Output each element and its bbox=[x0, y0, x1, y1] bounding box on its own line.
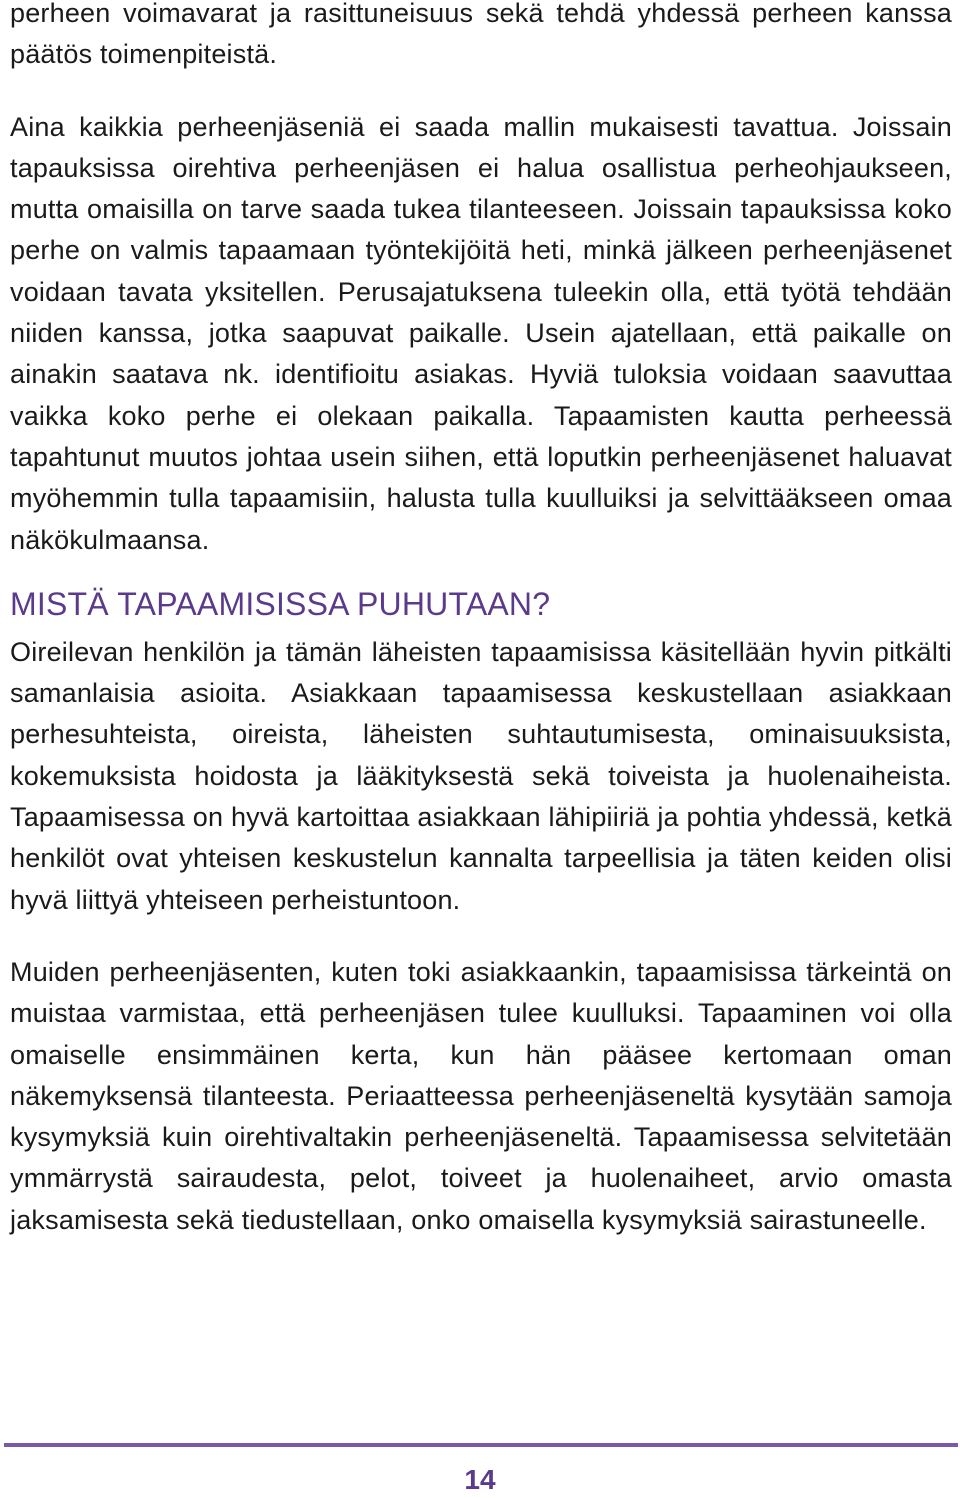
document-page bbox=[10, 0, 952, 1241]
page-number: 14 bbox=[464, 1464, 496, 1495]
section-heading: MISTÄ TAPAAMISISSA PUHUTAAN? bbox=[10, 585, 551, 622]
footer-divider bbox=[4, 1443, 958, 1447]
paragraph-family-members: Aina kaikkia perheenjäseniä ei saada mallin mukaisesti tavattua. Joissain tapauksissa oirehtiva perheenjäsen ei halua osallistua perheohjaukseen, mutta omaisilla on tarve saada tukea tilanteeseen. Joissain tapauksissa koko perhe on valmis tapaamaan työntekijöitä heti, minkä jälkeen perheenjäsenet voidaan tavata yksitellen. Perusajatuksena tuleekin olla, että työtä tehdään niiden kanssa, jotka saapuvat paikalle. Usein ajatellaan, että paikalle on ainakin saatava nk. identifioitu asiakas. Hyviä tuloksia voidaan saavuttaa vaikka koko perhe ei olekaan paikalla. Tapaamisten kautta perheessä tapahtunut muutos johtaa usein siihen, että loputkin perheenjäsenet haluavat myöhemmin tulla tapaamisiin, halusta tulla kuulluiksi ja selvittääkseen omaa näkökulmaansa. bbox=[10, 111, 952, 555]
paragraph-meeting-topics: Oireilevan henkilön ja tämän läheisten tapaamisissa käsitellään hyvin pitkälti samanlaisia asioita. Asiakkaan tapaamisessa keskustellaan asiakkaan perhesuhteista, oireista, läheisten suhtautumisesta, ominaisuuksista, kokemuksista hoidosta ja lääkityksestä sekä toiveista ja huolenaiheista. Tapaamisessa on hyvä kartoittaa asiakkaan lähipiiriä ja pohtia yhdessä, ketkä henkilöt ovat yhteisen keskustelun kannalta tarpeellisia ja täten keiden olisi hyvä liittyä yhteiseen perheistuntoon. bbox=[10, 636, 952, 915]
paragraph-continuation: perheen voimavarat ja rasittuneisuus sekä tehdä yhdessä perheen kanssa päätös toimenpiteistä. bbox=[10, 0, 952, 70]
paragraph-other-family-members: Muiden perheenjäsenten, kuten toki asiakkaankin, tapaamisissa tärkeintä on muistaa varmistaa, että perheenjäsen tulee kuulluksi. Tapaaminen voi olla omaiselle ensimmäinen kerta, kun hän pääsee kertomaan oman näkemyksensä tilanteesta. Periaatteessa perheenjäseneltä kysytään samoja kysymyksiä kuin oirehtivaltakin perheenjäseneltä. Tapaamisessa selvitetään ymmärrystä sairaudesta, pelot, toiveet ja huolenaiheet, arvio omasta jaksamisesta sekä tiedustellaan, onko omaisella kysymyksiä sairastuneelle. bbox=[10, 956, 952, 1235]
